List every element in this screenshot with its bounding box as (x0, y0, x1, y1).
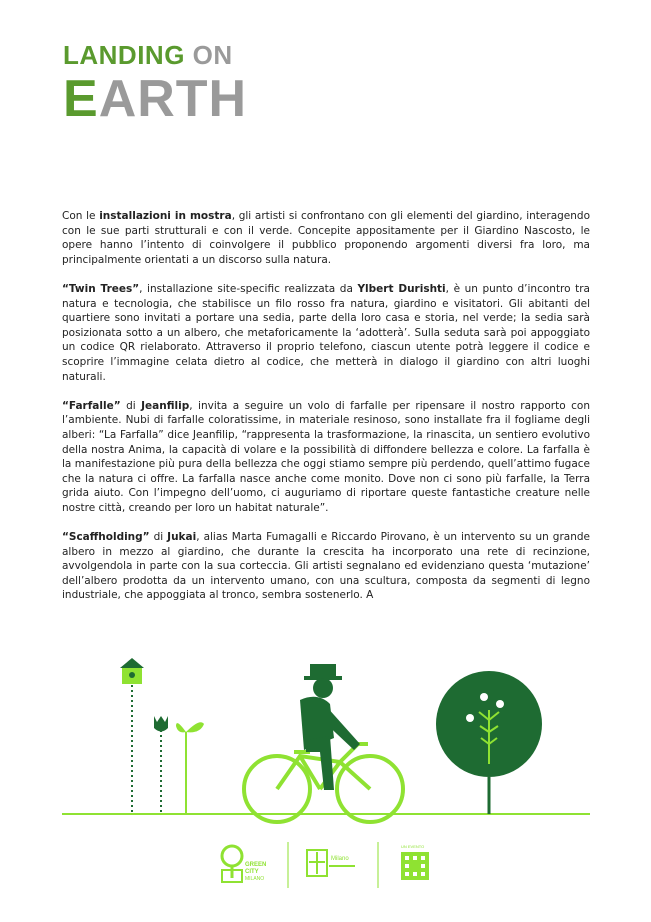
scaffholding-artist: Jukai (167, 531, 197, 544)
green-city-line1: GREEN (245, 862, 267, 868)
green-city-line2: CITY (245, 869, 259, 875)
round-tree-icon (436, 671, 542, 814)
title-on: ON (192, 40, 233, 70)
sponsor-logos (0, 830, 651, 900)
farfalle-artist: Jeanfilip (141, 399, 190, 412)
article-body (62, 209, 590, 618)
intro-text-rest: , gli artisti si confrontano con gli elementi del giardino, interagendo con le sue parti strutturali e con il verde. Concepite appositamente per il Giardino Nascosto, le opere hanno l’intento di coinvolgere il pubblico proponendo argomenti diversi fra loro, ma principalmente orientati a un discorso sulla natura. (62, 210, 590, 266)
title-line-2 (63, 72, 247, 126)
green-city-logo (222, 846, 266, 882)
scaffholding-text: , alias Marta Fumagalli e Riccardo Pirovano, è un intervento su un grande albero in mezzo al giardino, che durante la crescita ha incorporato una rete di recinzione, avvolgendola in parte con la sua corteccia. Gli artisti segnalano ed evidenziano questa ‘mutazione’ dell’albero prodotta da un intervento umano, con una scultura, composta da segmenti di legno industriale, che appoggiata al tronco, sembra sostenerlo. A (62, 531, 590, 602)
garden-illustration (0, 640, 651, 825)
event-label: UN EVENTO (401, 844, 425, 849)
birdhouse-icon (120, 658, 144, 814)
intro-paragraph (62, 209, 590, 267)
intro-highlight: installazioni in mostra (99, 210, 232, 222)
twin-trees-artist: Ylbert Durishti (357, 282, 446, 295)
title-line-1 (63, 40, 247, 70)
title-earth-rest: ARTH (98, 70, 248, 128)
farfalle-title: “Farfalle” (62, 399, 121, 412)
tulip-icon (154, 716, 168, 814)
event-logo (401, 844, 429, 880)
green-city-line3: MILANO (245, 876, 265, 882)
twin-trees-text: , è un punto d’incontro tra natura e tecnologia, che stabilisce un filo rosso fra natura, giardino e visitatori. Gli abitanti del quartiere sono invitati a portare una sedia, parte della loro casa e storia, nel verde; la sedia sarà posizionata sotto a un albero, che metaforicamente la ‘adotterà’. Sulla seduta sarà poi appoggiato un codice QR rielaborato. Attraverso il proprio telefono, ciascun utente potrà leggere il codice e scoprire l’immagine celata dietro al codice, che metterà in dialogo il giardino con altri luoghi naturali. (62, 282, 590, 383)
sprout-icon (176, 722, 204, 814)
title-landing: LANDING (63, 40, 185, 70)
scaffholding-mid: di (149, 531, 168, 544)
scaffholding-paragraph (62, 530, 590, 603)
logos-graphic (0, 830, 651, 900)
intro-text-start: Con le (62, 210, 100, 222)
farfalle-mid: di (120, 399, 142, 412)
milano-label: Milano (331, 856, 349, 862)
twin-trees-mid: , installazione site-specific realizzata da (139, 282, 358, 295)
scaffholding-title: “Scaffholding” (62, 531, 150, 544)
farfalle-paragraph (62, 399, 590, 516)
page-title (63, 40, 247, 126)
twin-trees-paragraph (62, 282, 590, 384)
milano-logo (307, 850, 355, 876)
title-earth-initial: E (63, 70, 99, 128)
farfalle-text: , invita a seguire un volo di farfalle per ripensare il nostro rapporto con l’ambiente. Nubi di farfalle coloratissime, in materiale resinoso, sono installate fra il fogliame degli alberi: “La Farfalla” dice Jeanfilip, “rappresenta la trasformazione, la rinascita, un sentiero evolutivo della nostra Anima, la capacità di volare e la possibilità di diffondere bellezza e colore. La farfalla è la manifestazione più pura della bellezza che oggi stiamo sempre più perdendo, quell’attimo fugace che la natura ci offre. La farfalla nasce anche come monito. Dove non ci sono più farfalle, la Terra grida aiuto. Con l’impegno dell’uomo, ci auguriamo di riportare queste fantastiche creature nelle nostre città, creando per loro un habitat naturale”. (62, 399, 590, 514)
twin-trees-title: “Twin Trees” (62, 282, 140, 295)
